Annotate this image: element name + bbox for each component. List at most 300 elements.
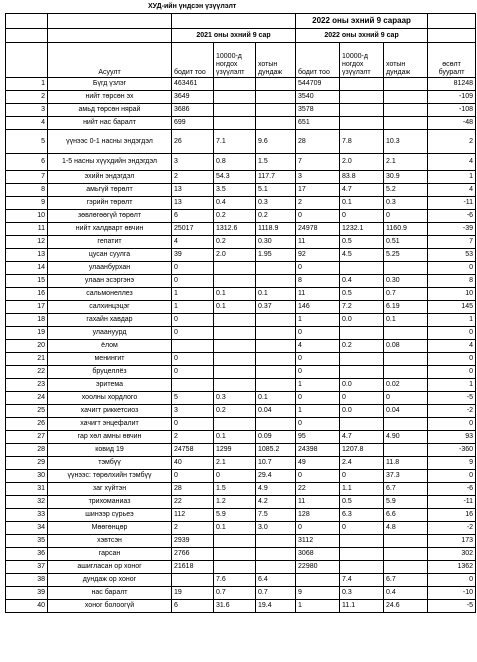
avg-2022 <box>384 444 428 457</box>
change-value: 0 <box>428 353 476 366</box>
cases-2021: 463461 <box>172 78 214 91</box>
avg-2022: 0.7 <box>384 288 428 301</box>
avg-2022 <box>384 327 428 340</box>
rate-2021: 0.1 <box>214 288 256 301</box>
change-value: 1362 <box>428 561 476 574</box>
avg-2022: 6.19 <box>384 301 428 314</box>
cases-2021: 3649 <box>172 91 214 104</box>
change-value: -2 <box>428 405 476 418</box>
rate-2021: 0.1 <box>214 431 256 444</box>
change-value: -2 <box>428 522 476 535</box>
rate-2021: 7.6 <box>214 574 256 587</box>
table-row <box>6 535 476 548</box>
row-question: тэмбүү <box>48 457 172 470</box>
change-value: -108 <box>428 104 476 117</box>
change-value: 4 <box>428 340 476 353</box>
avg-2021: 0.3 <box>256 197 296 210</box>
cases-2021: 0 <box>172 366 214 379</box>
row-question: гепатит <box>48 236 172 249</box>
row-question: амьд төрсөн нярай <box>48 104 172 117</box>
change-value: 0 <box>428 327 476 340</box>
cases-2021: 26 <box>172 130 214 154</box>
change-value: 145 <box>428 301 476 314</box>
row-question: цусан суулга <box>48 249 172 262</box>
table-row <box>6 327 476 340</box>
rate-2021 <box>214 353 256 366</box>
rate-2021: 1312.6 <box>214 223 256 236</box>
cases-2022: 1 <box>296 314 340 327</box>
change-value: -109 <box>428 91 476 104</box>
row-question: хэвтсэн <box>48 535 172 548</box>
cases-2022: 11 <box>296 496 340 509</box>
row-index: 15 <box>6 275 48 288</box>
rate-2022 <box>340 418 384 431</box>
table-row <box>6 262 476 275</box>
cases-2021 <box>172 340 214 353</box>
row-question: нийт төрсөн эх <box>48 91 172 104</box>
avg-2022: 0.3 <box>384 197 428 210</box>
rate-2022: 0.3 <box>340 587 384 600</box>
avg-2022: 0.02 <box>384 379 428 392</box>
avg-2021 <box>256 78 296 91</box>
avg-2022: 4.8 <box>384 522 428 535</box>
rate-2022 <box>340 561 384 574</box>
change-value: 10 <box>428 288 476 301</box>
rate-2022: 4.7 <box>340 431 384 444</box>
row-index: 24 <box>6 392 48 405</box>
table-row <box>6 314 476 327</box>
cases-2022: 1 <box>296 600 340 613</box>
cases-2021: 2766 <box>172 548 214 561</box>
cases-2021: 0 <box>172 314 214 327</box>
avg-2021 <box>256 561 296 574</box>
row-index: 3 <box>6 104 48 117</box>
avg-2022 <box>384 535 428 548</box>
avg-2022: 0.51 <box>384 236 428 249</box>
change-value: -5 <box>428 600 476 613</box>
avg-2021: 6.4 <box>256 574 296 587</box>
rate-2022: 7.4 <box>340 574 384 587</box>
rate-2021 <box>214 561 256 574</box>
change-value: 81248 <box>428 78 476 91</box>
table-row <box>6 353 476 366</box>
avg-2022: 2.1 <box>384 154 428 171</box>
row-question: ашигласан ор хоног <box>48 561 172 574</box>
row-index: 13 <box>6 249 48 262</box>
rate-2022: 11.1 <box>340 600 384 613</box>
table-row <box>6 130 476 154</box>
change-value: 53 <box>428 249 476 262</box>
cases-2021: 0 <box>172 353 214 366</box>
row-question: нийт нас баралт <box>48 117 172 130</box>
rate-2022: 0 <box>340 210 384 223</box>
cases-2021: 2 <box>172 522 214 535</box>
avg-2021: 7.5 <box>256 509 296 522</box>
change-value: 16 <box>428 509 476 522</box>
row-index: 37 <box>6 561 48 574</box>
rate-2021: 1.2 <box>214 496 256 509</box>
cases-2021: 3686 <box>172 104 214 117</box>
row-question: амьгүй төрөлт <box>48 184 172 197</box>
avg-2022: 5.2 <box>384 184 428 197</box>
row-question: бруцеллёз <box>48 366 172 379</box>
cases-2021: 0 <box>172 418 214 431</box>
avg-2021: 0.1 <box>256 392 296 405</box>
row-index: 40 <box>6 600 48 613</box>
rate-2022: 0.2 <box>340 340 384 353</box>
row-question: үүнээс: төрөлхийн тэмбүү <box>48 470 172 483</box>
cases-2022: 92 <box>296 249 340 262</box>
change-value: 4 <box>428 184 476 197</box>
cases-2021: 699 <box>172 117 214 130</box>
avg-2021 <box>256 418 296 431</box>
avg-2022: 5.9 <box>384 496 428 509</box>
rate-2021: 0.2 <box>214 236 256 249</box>
row-question: нас баралт <box>48 587 172 600</box>
row-question: нийт халдварт өвчин <box>48 223 172 236</box>
cases-2022: 1 <box>296 405 340 418</box>
table-row <box>6 470 476 483</box>
change-value: -39 <box>428 223 476 236</box>
rate-2022 <box>340 535 384 548</box>
table-row <box>6 197 476 210</box>
table-row <box>6 301 476 314</box>
row-question: шинээр сүрьеэ <box>48 509 172 522</box>
change-value: 1 <box>428 314 476 327</box>
table-row <box>6 600 476 613</box>
row-question: гахайн хавдар <box>48 314 172 327</box>
table-row <box>6 548 476 561</box>
rate-2021: 2.0 <box>214 249 256 262</box>
cases-2022: 0 <box>296 366 340 379</box>
row-question: Бүгд үзлэг <box>48 78 172 91</box>
avg-2022: 0.30 <box>384 275 428 288</box>
cases-2022: 0 <box>296 470 340 483</box>
table-row <box>6 431 476 444</box>
cases-2021 <box>172 379 214 392</box>
change-value: 0 <box>428 574 476 587</box>
rate-2022 <box>340 366 384 379</box>
row-index: 16 <box>6 288 48 301</box>
rate-2021: 3.5 <box>214 184 256 197</box>
table-row <box>6 117 476 130</box>
row-question: ковид 19 <box>48 444 172 457</box>
row-index: 28 <box>6 444 48 457</box>
row-question: гарсан <box>48 548 172 561</box>
row-index: 12 <box>6 236 48 249</box>
rate-2022 <box>340 353 384 366</box>
cases-2021: 13 <box>172 184 214 197</box>
rate-2021: 0 <box>214 470 256 483</box>
change-value: 0 <box>428 418 476 431</box>
avg-2022: 0.08 <box>384 340 428 353</box>
rate-2021 <box>214 78 256 91</box>
cases-2021: 19 <box>172 587 214 600</box>
cases-2021: 0 <box>172 470 214 483</box>
row-question: сальмонеллез <box>48 288 172 301</box>
row-question: эхийн эндэгдэл <box>48 171 172 184</box>
rate-2021: 0.3 <box>214 392 256 405</box>
avg-2022 <box>384 117 428 130</box>
cases-2021: 21618 <box>172 561 214 574</box>
row-index: 35 <box>6 535 48 548</box>
table-row <box>6 171 476 184</box>
cases-2022: 0 <box>296 210 340 223</box>
avg-2021 <box>256 548 296 561</box>
avg-2022: 0.4 <box>384 587 428 600</box>
row-index: 14 <box>6 262 48 275</box>
cases-2022: 17 <box>296 184 340 197</box>
avg-2022: 6.6 <box>384 509 428 522</box>
cases-2021: 4 <box>172 236 214 249</box>
avg-2021 <box>256 366 296 379</box>
row-question: эритема <box>48 379 172 392</box>
avg-2022: 10.3 <box>384 130 428 154</box>
rate-2022: 4.7 <box>340 184 384 197</box>
header-sub-2022: 2022 оны эхний 9 сар <box>296 29 428 43</box>
cases-2021: 39 <box>172 249 214 262</box>
avg-2022 <box>384 561 428 574</box>
row-question: зөвлөгөөгүй төрөлт <box>48 210 172 223</box>
row-index: 36 <box>6 548 48 561</box>
table-row <box>6 275 476 288</box>
change-value: 1 <box>428 171 476 184</box>
cases-2021: 0 <box>172 327 214 340</box>
table-row <box>6 236 476 249</box>
avg-2022 <box>384 78 428 91</box>
row-index: 4 <box>6 117 48 130</box>
change-value: -360 <box>428 444 476 457</box>
cases-2022 <box>296 574 340 587</box>
row-index: 25 <box>6 405 48 418</box>
row-index: 29 <box>6 457 48 470</box>
rate-2021: 0.7 <box>214 587 256 600</box>
avg-2021: 9.6 <box>256 130 296 154</box>
rate-2022: 0.5 <box>340 236 384 249</box>
avg-2022: 6.7 <box>384 483 428 496</box>
rate-2022: 0.1 <box>340 197 384 210</box>
row-index: 19 <box>6 327 48 340</box>
rate-2022: 2.4 <box>340 457 384 470</box>
avg-2021: 0.09 <box>256 431 296 444</box>
col-cases-2021: бодит тоо <box>172 43 214 78</box>
avg-2021: 0.7 <box>256 587 296 600</box>
rate-2022: 0.5 <box>340 496 384 509</box>
rate-2022: 1.1 <box>340 483 384 496</box>
rate-2022 <box>340 104 384 117</box>
avg-2022: 30.9 <box>384 171 428 184</box>
row-index: 18 <box>6 314 48 327</box>
cases-2022: 0 <box>296 522 340 535</box>
cases-2021: 1 <box>172 301 214 314</box>
col-avg-2021: хотын дундаж <box>256 43 296 78</box>
rate-2022: 0.5 <box>340 288 384 301</box>
cases-2021: 6 <box>172 210 214 223</box>
rate-2021: 54.3 <box>214 171 256 184</box>
row-question: менингит <box>48 353 172 366</box>
sheet-title: ХУД-ийн үндсэн үзүүлэлт <box>148 3 237 10</box>
avg-2022: 0.1 <box>384 314 428 327</box>
row-question: хоног болоогүй <box>48 600 172 613</box>
row-index: 21 <box>6 353 48 366</box>
cases-2022: 0 <box>296 327 340 340</box>
cases-2021: 0 <box>172 275 214 288</box>
rate-2021 <box>214 379 256 392</box>
rate-2022 <box>340 262 384 275</box>
row-index: 31 <box>6 483 48 496</box>
row-index: 17 <box>6 301 48 314</box>
rate-2021 <box>214 535 256 548</box>
rate-2021: 0.8 <box>214 154 256 171</box>
table-row <box>6 574 476 587</box>
cases-2021: 13 <box>172 197 214 210</box>
avg-2022: 1160.9 <box>384 223 428 236</box>
rate-2021 <box>214 275 256 288</box>
rate-2021 <box>214 340 256 353</box>
row-index: 34 <box>6 522 48 535</box>
row-question: үүнээс 0-1 насны эндэгдэл <box>48 130 172 154</box>
avg-2021: 0.1 <box>256 288 296 301</box>
row-question: улаануурд <box>48 327 172 340</box>
table-row <box>6 154 476 171</box>
avg-2021: 117.7 <box>256 171 296 184</box>
table-row <box>6 405 476 418</box>
avg-2022 <box>384 262 428 275</box>
table-row <box>6 366 476 379</box>
avg-2022 <box>384 366 428 379</box>
avg-2022 <box>384 353 428 366</box>
rate-2021: 0.1 <box>214 522 256 535</box>
avg-2021: 0.04 <box>256 405 296 418</box>
avg-2022 <box>384 104 428 117</box>
avg-2022 <box>384 418 428 431</box>
change-value: 0 <box>428 262 476 275</box>
cases-2022: 7 <box>296 154 340 171</box>
cases-2022: 11 <box>296 236 340 249</box>
table-row <box>6 496 476 509</box>
row-index: 23 <box>6 379 48 392</box>
table-row <box>6 522 476 535</box>
avg-2021 <box>256 117 296 130</box>
table-row <box>6 587 476 600</box>
row-index: 10 <box>6 210 48 223</box>
change-value: 4 <box>428 154 476 171</box>
cases-2022: 24398 <box>296 444 340 457</box>
header-group-2022: 2022 оны эхний 9 сараар <box>296 14 428 29</box>
cases-2022: 146 <box>296 301 340 314</box>
cases-2021: 112 <box>172 509 214 522</box>
avg-2021 <box>256 353 296 366</box>
table-row <box>6 509 476 522</box>
rate-2021: 7.1 <box>214 130 256 154</box>
change-value: 2 <box>428 130 476 154</box>
change-value: 302 <box>428 548 476 561</box>
rate-2021: 2.1 <box>214 457 256 470</box>
cases-2022: 22980 <box>296 561 340 574</box>
cases-2021: 6 <box>172 600 214 613</box>
avg-2022: 37.3 <box>384 470 428 483</box>
avg-2022: 24.6 <box>384 600 428 613</box>
row-question: заг хүйтэн <box>48 483 172 496</box>
avg-2021: 5.1 <box>256 184 296 197</box>
table-row <box>6 91 476 104</box>
rate-2022: 0.0 <box>340 379 384 392</box>
row-index: 11 <box>6 223 48 236</box>
cases-2021: 1 <box>172 288 214 301</box>
cases-2022: 24978 <box>296 223 340 236</box>
rate-2022: 1207.8 <box>340 444 384 457</box>
indicator-table <box>5 13 476 613</box>
table-row <box>6 340 476 353</box>
rate-2021: 1299 <box>214 444 256 457</box>
rate-2022: 2.0 <box>340 154 384 171</box>
row-question: хачигт риккетсиоз <box>48 405 172 418</box>
cases-2022: 2 <box>296 197 340 210</box>
cases-2021: 24758 <box>172 444 214 457</box>
change-value: 9 <box>428 457 476 470</box>
rate-2021 <box>214 91 256 104</box>
change-value: -6 <box>428 483 476 496</box>
row-question: трихоманиаз <box>48 496 172 509</box>
rate-2022 <box>340 548 384 561</box>
avg-2021: 0.37 <box>256 301 296 314</box>
cases-2022: 22 <box>296 483 340 496</box>
avg-2021: 0.2 <box>256 210 296 223</box>
row-question: ёлом <box>48 340 172 353</box>
row-index: 9 <box>6 197 48 210</box>
row-question: салхинцэцэг <box>48 301 172 314</box>
row-index: 38 <box>6 574 48 587</box>
cases-2021 <box>172 574 214 587</box>
table-row <box>6 104 476 117</box>
cases-2022: 651 <box>296 117 340 130</box>
rate-2021: 0.4 <box>214 197 256 210</box>
avg-2022: 5.25 <box>384 249 428 262</box>
cases-2022: 95 <box>296 431 340 444</box>
table-row <box>6 418 476 431</box>
header-sub-2021: 2021 оны эхний 9 сар <box>172 29 296 43</box>
row-index: 39 <box>6 587 48 600</box>
avg-2021 <box>256 262 296 275</box>
table-row <box>6 288 476 301</box>
rate-2022: 0.0 <box>340 314 384 327</box>
avg-2021: 1.95 <box>256 249 296 262</box>
cases-2021: 25017 <box>172 223 214 236</box>
table-row <box>6 184 476 197</box>
rate-2022 <box>340 78 384 91</box>
rate-2021 <box>214 548 256 561</box>
change-value: -48 <box>428 117 476 130</box>
rate-2022: 0.0 <box>340 405 384 418</box>
row-index: 30 <box>6 470 48 483</box>
row-index: 2 <box>6 91 48 104</box>
row-question: хачигт энцефалит <box>48 418 172 431</box>
row-index: 33 <box>6 509 48 522</box>
row-index: 5 <box>6 130 48 154</box>
change-value: -10 <box>428 587 476 600</box>
col-rate-2022: 10000-д ногдох үзүүлэлт <box>340 43 384 78</box>
avg-2021: 3.0 <box>256 522 296 535</box>
avg-2021: 29.4 <box>256 470 296 483</box>
cases-2022: 49 <box>296 457 340 470</box>
cases-2022: 0 <box>296 262 340 275</box>
rate-2021: 31.6 <box>214 600 256 613</box>
avg-2022: 0 <box>384 392 428 405</box>
cases-2021: 0 <box>172 262 214 275</box>
cases-2022: 3578 <box>296 104 340 117</box>
row-index: 32 <box>6 496 48 509</box>
row-question: гар хөл амны өвчин <box>48 431 172 444</box>
